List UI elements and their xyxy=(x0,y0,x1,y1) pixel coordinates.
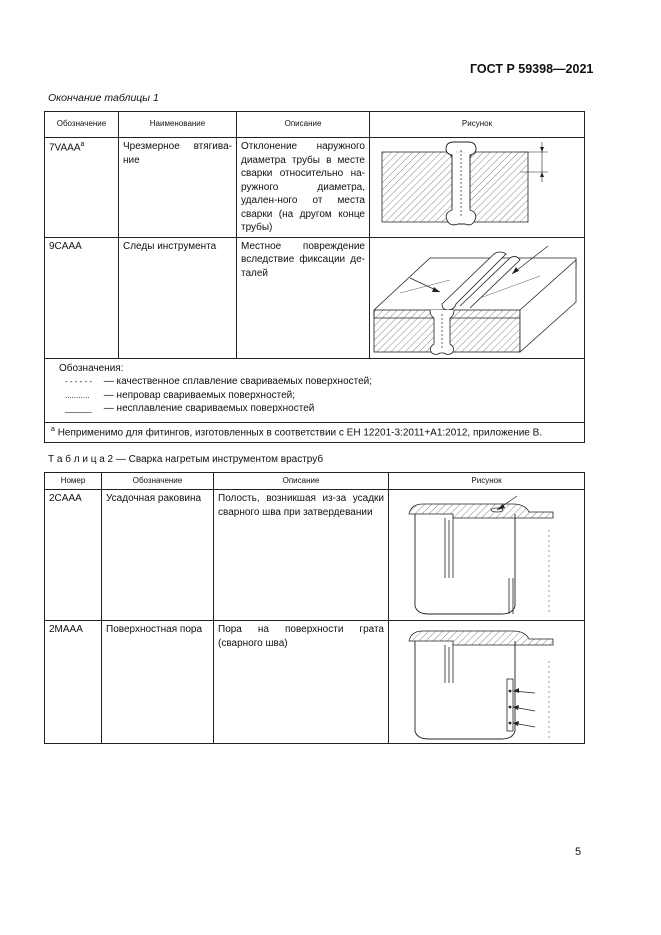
legend-title: Обозначения: xyxy=(59,362,124,374)
defect-code: 7VAAA xyxy=(49,142,81,154)
table-row xyxy=(45,490,585,621)
table-1 xyxy=(44,111,585,443)
footnote-mark: a xyxy=(51,425,55,433)
column-header: Рисунок xyxy=(370,112,585,138)
legend-row xyxy=(45,358,585,422)
defect-description: Местное повреждение вследствие фиксации де-талей xyxy=(237,237,370,358)
table-2-title: Т а б л и ц а 2 — Сварка нагретым инструментом враструб xyxy=(48,454,324,465)
table-2 xyxy=(44,472,585,744)
surface-pore-figure xyxy=(389,621,585,744)
footnote-text: Неприменимо для фитингов, изготовленных в соответствии с ЕН 12201-3:2011+A1:2012, приложение В. xyxy=(57,426,543,438)
table-row xyxy=(45,621,585,744)
legend-symbol: ........... xyxy=(65,390,90,400)
column-header: Обозначение xyxy=(45,112,119,138)
footnote-ref: a xyxy=(80,141,85,148)
legend-symbol: ______ xyxy=(65,404,92,413)
legend-text: — качественное сплавление свариваемых поверхностей; xyxy=(103,376,373,387)
table-row xyxy=(45,237,585,358)
legend-item xyxy=(65,402,576,416)
page-number: 5 xyxy=(575,846,582,858)
defect-code: 9CAAA xyxy=(45,237,119,358)
defect-code: 2CAAA xyxy=(45,490,102,621)
column-header: Рисунок xyxy=(389,473,585,490)
excessive-retraction-figure xyxy=(370,138,585,238)
table-row xyxy=(45,138,585,238)
defect-name: Следы инструмента xyxy=(119,237,237,358)
footnote-row xyxy=(45,422,585,443)
table-continuation-label: Окончание таблицы 1 xyxy=(48,92,159,104)
legend-text: — несплавление свариваемых поверхностей xyxy=(103,403,315,414)
tool-marks-figure xyxy=(370,237,585,358)
legend-item xyxy=(65,389,576,403)
defect-name: Усадочная раковина xyxy=(102,490,214,621)
legend-symbol: - - - - - - xyxy=(65,377,93,386)
defect-name: Поверхностная пора xyxy=(102,621,214,744)
defect-description: Отклонение наружного диаметра трубы в месте сварки относительно на-ружного диаметра, удален-ного от места сварки (на другом конце трубы) xyxy=(237,138,370,238)
column-header: Обозначение xyxy=(102,473,214,490)
document-id: ГОСТ Р 59398—2021 xyxy=(470,62,594,76)
defect-description: Пора на поверхности грата (сварного шва) xyxy=(214,621,389,744)
defect-name: Чрезмерное втягива-ние xyxy=(119,138,237,238)
defect-description: Полость, возникшая из-за усадки сварного шва при затвердевании xyxy=(214,490,389,621)
legend-item xyxy=(65,375,576,389)
column-header: Наименование xyxy=(119,112,237,138)
defect-code: 2MAAA xyxy=(45,621,102,744)
column-header: Номер xyxy=(45,473,102,490)
shrinkage-cavity-figure xyxy=(389,490,585,621)
legend-text: — непровар свариваемых поверхностей; xyxy=(103,389,296,401)
column-header: Описание xyxy=(214,473,389,490)
column-header: Описание xyxy=(237,112,370,138)
